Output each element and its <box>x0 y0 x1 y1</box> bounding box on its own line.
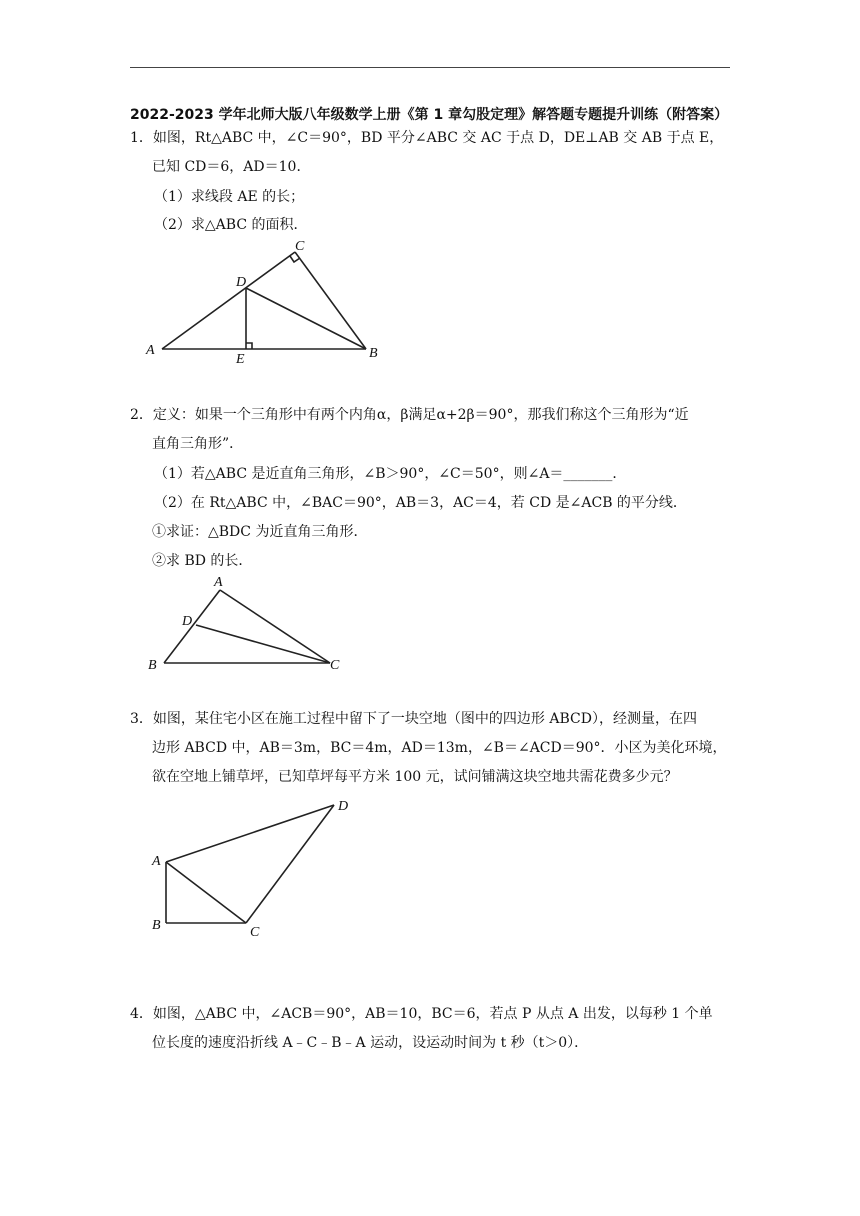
q2-sub1: （1）若△ABC 是近直角三角形，∠B＞90°，∠C＝50°，则∠A＝_______． <box>154 466 627 482</box>
q3-line1: 3．如图，某住宅小区在施工过程中留下了一块空地（图中的四边形 ABCD），经测量，在四 <box>130 711 697 727</box>
q1-line2: 已知 CD＝6，AD＝10． <box>152 159 311 175</box>
q1-segment-cb <box>295 252 366 349</box>
q1-segment-ac <box>162 252 295 349</box>
q1-label-d: D <box>236 275 247 290</box>
q1-sub2: （2）求△ABC 的面积． <box>154 217 308 233</box>
q1-figure <box>140 236 400 366</box>
q2-line1: 2．定义：如果一个三角形中有两个内角α，β满足α+2β＝90°，那我们称这个三角形为“近 <box>130 407 689 423</box>
q3-line3: 欲在空地上铺草坪，已知草坪每平方米 100 元，试问铺满这块空地共需花费多少元？ <box>152 769 678 785</box>
q1-line1: 1．如图，Rt△ABC 中，∠C＝90°，BD 平分∠ABC 交 AC 于点 D，DE⊥AB 交 AB 于点 E， <box>130 130 724 146</box>
q1-right-angle-e <box>246 343 252 349</box>
q2-line2: 直角三角形”． <box>152 436 244 452</box>
q2-segment-ac <box>220 590 330 663</box>
q2-sub2: （2）在 Rt△ABC 中，∠BAC＝90°，AB＝3，AC＝4，若 CD 是∠ACB 的平分线． <box>154 495 687 511</box>
q3-label-c: C <box>250 925 260 940</box>
q1-sub1: （1）求线段 AE 的长； <box>154 189 305 205</box>
q2-label-d: D <box>182 614 193 629</box>
q4-line2: 位长度的速度沿折线 A﹣C﹣B﹣A 运动，设运动时间为 t 秒（t＞0）． <box>152 1035 589 1051</box>
q3-segment-ad <box>166 805 334 862</box>
q3-line2: 边形 ABCD 中，AB＝3m，BC＝4m，AD＝13m，∠B＝∠ACD＝90°．小区为美化环境， <box>152 740 727 756</box>
q3-label-d: D <box>338 799 349 814</box>
q1-label-a: A <box>146 343 155 358</box>
q2-label-c: C <box>330 658 340 673</box>
q1-segment-db <box>246 288 366 349</box>
q2-segment-dc <box>196 625 330 663</box>
page-title: 2022-2023 学年北师大版八年级数学上册《第 1 章勾股定理》解答题专题提升训练（附答案） <box>130 107 729 123</box>
q3-segment-cd <box>246 805 334 923</box>
q2-sub4: ②求 BD 的长． <box>152 553 253 569</box>
q2-label-a: A <box>214 575 223 590</box>
q2-sub3: ①求证：△BDC 为近直角三角形． <box>152 524 368 540</box>
q1-label-c: C <box>295 239 305 254</box>
q3-figure <box>140 790 360 940</box>
q1-label-b: B <box>369 346 378 361</box>
header-rule <box>130 67 730 68</box>
q4-line1: 4．如图，△ABC 中，∠ACB＝90°，AB＝10，BC＝6，若点 P 从点 A 出发，以每秒 1 个单 <box>130 1006 713 1022</box>
q3-label-b: B <box>152 918 161 933</box>
q3-segment-ac <box>166 862 246 923</box>
q2-figure <box>140 572 360 676</box>
q2-label-b: B <box>148 658 157 673</box>
q3-label-a: A <box>152 854 161 869</box>
q1-label-e: E <box>236 352 245 366</box>
